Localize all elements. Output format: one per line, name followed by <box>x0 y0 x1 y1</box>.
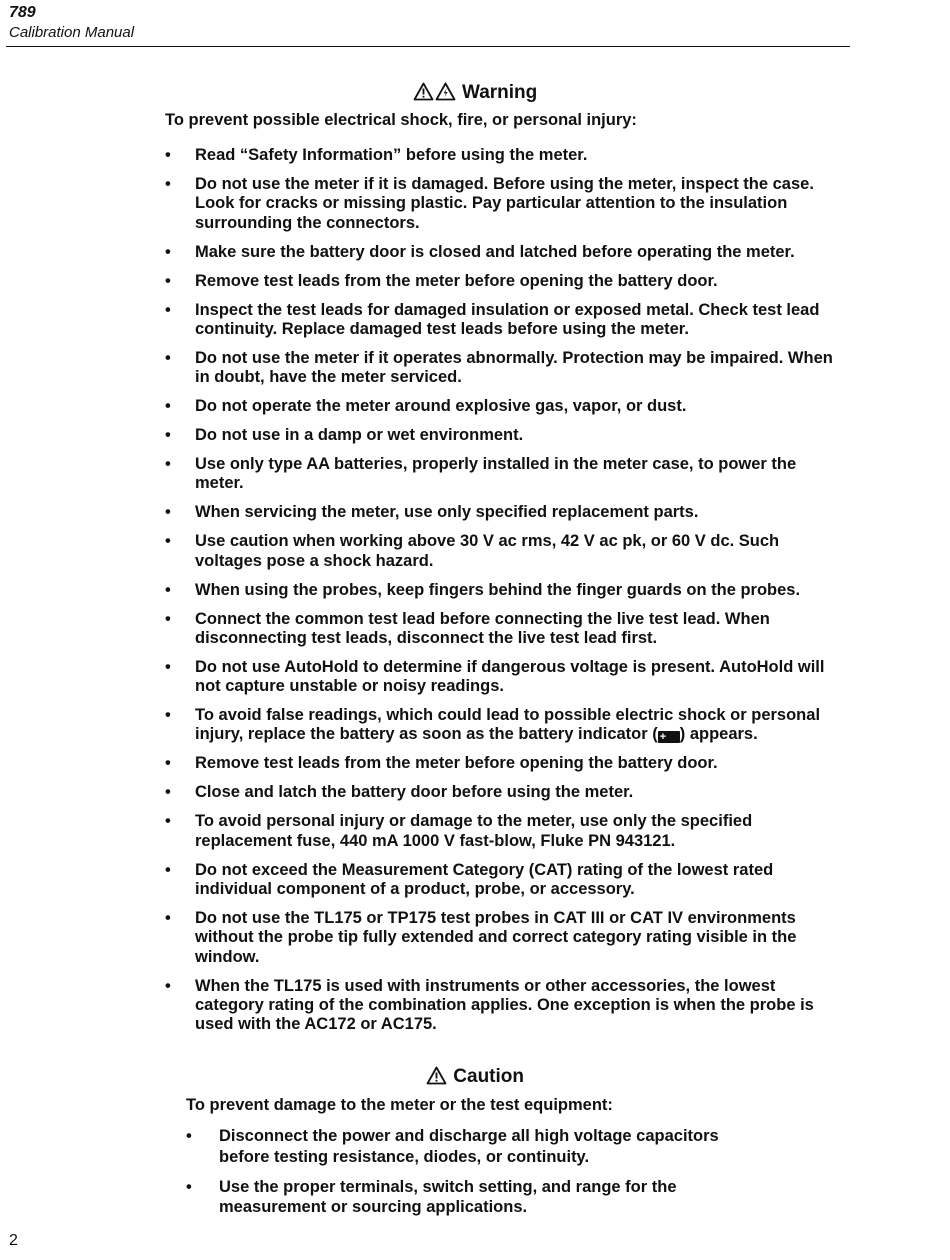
list-item: • When using the probes, keep fingers behind the finger guards on the probes. <box>165 580 801 599</box>
list-item: • Inspect the test leads for damaged insulation or exposed metal. Check test lead continuity. Replace damaged test leads before using the meter. <box>165 300 820 338</box>
caution-triangle-icon <box>426 1066 447 1085</box>
list-item: • Remove test leads from the meter before opening the battery door. <box>165 754 718 773</box>
list-item: • Use caution when working above 30 V ac rms, 42 V ac pk, or 60 V dc. Such voltages pose a shock hazard. <box>165 532 780 570</box>
warning-triangle-icon <box>413 82 434 101</box>
caution-intro: To prevent damage to the meter or the test equipment: <box>186 1096 613 1114</box>
list-item: • Do not use in a damp or wet environment. <box>165 426 524 445</box>
warning-intro: To prevent possible electrical shock, fire, or personal injury: <box>165 111 637 129</box>
electrical-hazard-icon <box>435 82 456 101</box>
battery-indicator-icon: + <box>658 731 680 743</box>
list-item: • Disconnect the power and discharge all high voltage capacitors before testing resistance, diodes, or continuity. <box>186 1127 719 1166</box>
list-item: • Do not use the meter if it is damaged. Before using the meter, inspect the case. Look for cracks or missing plastic. Pay particular attention to the insulation surrounding the connectors. <box>165 174 814 232</box>
list-item: • Do not operate the meter around explosive gas, vapor, or dust. <box>165 397 687 416</box>
list-item: • Make sure the battery door is closed and latched before operating the meter. <box>165 242 795 261</box>
header-rule <box>6 46 850 47</box>
model-number: 789 <box>9 4 36 21</box>
list-item: • Connect the common test lead before connecting the live test lead. When disconnecting test leads, disconnect the live test lead first. <box>165 609 770 647</box>
running-header <box>9 3 134 42</box>
list-item: • Do not use the TL175 or TP175 test probes in CAT III or CAT IV environments without the probe tip fully extended and correct category rating visible in the window. <box>165 908 797 966</box>
list-item: • Use the proper terminals, switch setting, and range for the measurement or sourcing applications. <box>186 1177 677 1217</box>
warning-list <box>165 146 840 1044</box>
caution-heading <box>0 1066 950 1088</box>
list-item: • To avoid personal injury or damage to the meter, use only the specified replacement fuse, 440 mA 1000 V fast-blow, Fluke PN 943121. <box>165 812 753 850</box>
warning-heading-text: Warning <box>461 82 538 103</box>
list-item: • Close and latch the battery door before using the meter. <box>165 783 634 802</box>
list-item: • To avoid false readings, which could lead to possible electric shock or personal injury, replace the battery as soon as the battery indicator ( + ) appears. <box>165 706 821 744</box>
list-item: • Do not use the meter if it operates abnormally. Protection may be impaired. When in doubt, have the meter serviced. <box>165 348 833 387</box>
manual-title: Calibration Manual <box>9 24 135 41</box>
list-item: • When the TL175 is used with instruments or other accessories, the lowest category rating of the combination applies. One exception is when the probe is used with the AC172 or AC175. <box>165 976 814 1034</box>
list-item: • Read “Safety Information” before using the meter. <box>165 146 588 164</box>
list-item: • Do not exceed the Measurement Category (CAT) rating of the lowest rated individual component of a product, probe, or accessory. <box>165 860 774 898</box>
warning-heading <box>0 82 950 104</box>
list-item: • Do not use AutoHold to determine if dangerous voltage is present. AutoHold will not capture unstable or noisy readings. <box>165 657 825 696</box>
list-item: • Remove test leads from the meter before opening the battery door. <box>165 271 718 290</box>
caution-list <box>186 1126 746 1227</box>
list-item: • Use only type AA batteries, properly installed in the meter case, to power the meter. <box>165 455 797 493</box>
page-number: 2 <box>9 1232 18 1249</box>
caution-heading-text: Caution <box>453 1066 524 1087</box>
list-item: • When servicing the meter, use only specified replacement parts. <box>165 503 699 522</box>
